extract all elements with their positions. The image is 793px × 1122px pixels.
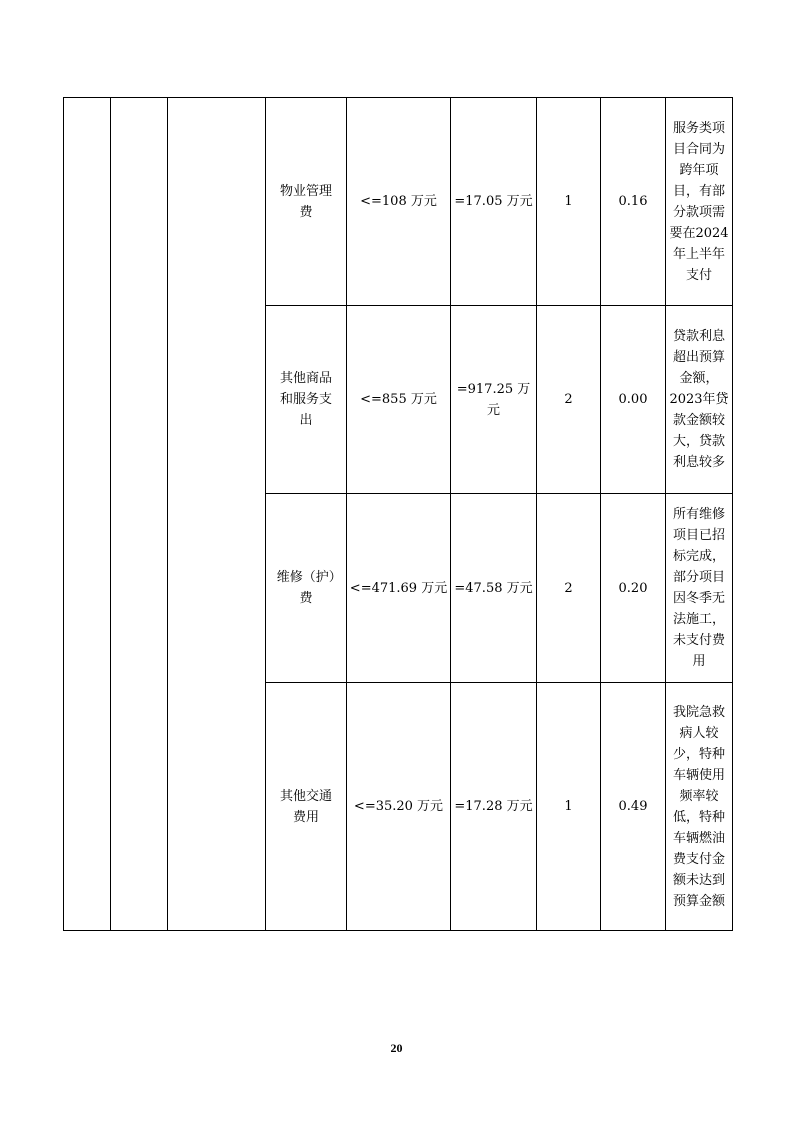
target-value: <=855 万元: [360, 392, 437, 407]
page-number: 20: [390, 1041, 403, 1055]
item-name-cell: [266, 98, 347, 306]
item-name: 维修（护）费: [276, 570, 336, 606]
actual-value-cell: [451, 98, 537, 306]
target-value: <=108 万元: [360, 194, 437, 209]
actual-value: =47.58 万元: [454, 580, 533, 596]
item-name: 物业管理费: [279, 183, 332, 220]
note-cell: [666, 306, 733, 494]
target-value-cell: [347, 98, 451, 306]
score: 0.16: [618, 194, 648, 209]
actual-value: =17.28 万元: [454, 799, 533, 814]
score-cell: [601, 306, 666, 494]
weight-cell: [537, 98, 601, 306]
weight-cell: [537, 306, 601, 494]
target-value-cell: [347, 494, 451, 683]
merged-category-cell-1: [64, 98, 111, 931]
item-name: 其他商品和服务支出: [279, 371, 332, 428]
actual-value-cell: [451, 494, 537, 683]
deviation-note: 我院急救病人较少，特种车辆使用频率较低，特种车辆燃油费支付金额未达到预算金额: [672, 704, 725, 909]
score: 0.00: [618, 392, 648, 407]
score-cell: [601, 494, 666, 683]
target-value: <=471.69 万元: [349, 580, 448, 596]
actual-value: =17.05 万元: [454, 194, 533, 209]
weight: 2: [564, 392, 573, 407]
weight-cell: [537, 494, 601, 683]
deviation-note: 服务类项目合同为跨年项目，有部分款项需要在2024年上半年支付: [669, 120, 729, 283]
actual-value: =917.25 万元: [456, 381, 531, 418]
merged-category-cell-3: [168, 98, 266, 931]
note-cell: [666, 683, 733, 931]
target-value-cell: [347, 306, 451, 494]
weight: 2: [564, 580, 573, 596]
actual-value-cell: [451, 306, 537, 494]
item-name-cell: [266, 306, 347, 494]
table-row: [64, 98, 733, 306]
deviation-note: 贷款利息超出预算金额，2023年贷款金额较大，贷款利息较多: [669, 329, 729, 470]
score-cell: [601, 683, 666, 931]
target-value: <=35.20 万元: [353, 799, 444, 814]
score: 0.20: [618, 580, 648, 596]
item-name-cell: [266, 494, 347, 683]
score-cell: [601, 98, 666, 306]
note-cell: [666, 98, 733, 306]
weight-cell: [537, 683, 601, 931]
note-cell: [666, 494, 733, 683]
score: 0.49: [618, 799, 648, 814]
deviation-note: 所有维修项目已招标完成，部分项目因冬季无法施工，未支付费用: [672, 507, 725, 669]
performance-table: [63, 97, 733, 931]
target-value-cell: [347, 683, 451, 931]
item-name: 其他交通费用: [279, 788, 332, 825]
weight: 1: [564, 799, 573, 814]
weight: 1: [564, 194, 573, 209]
item-name-cell: [266, 683, 347, 931]
merged-category-cell-2: [111, 98, 168, 931]
actual-value-cell: [451, 683, 537, 931]
